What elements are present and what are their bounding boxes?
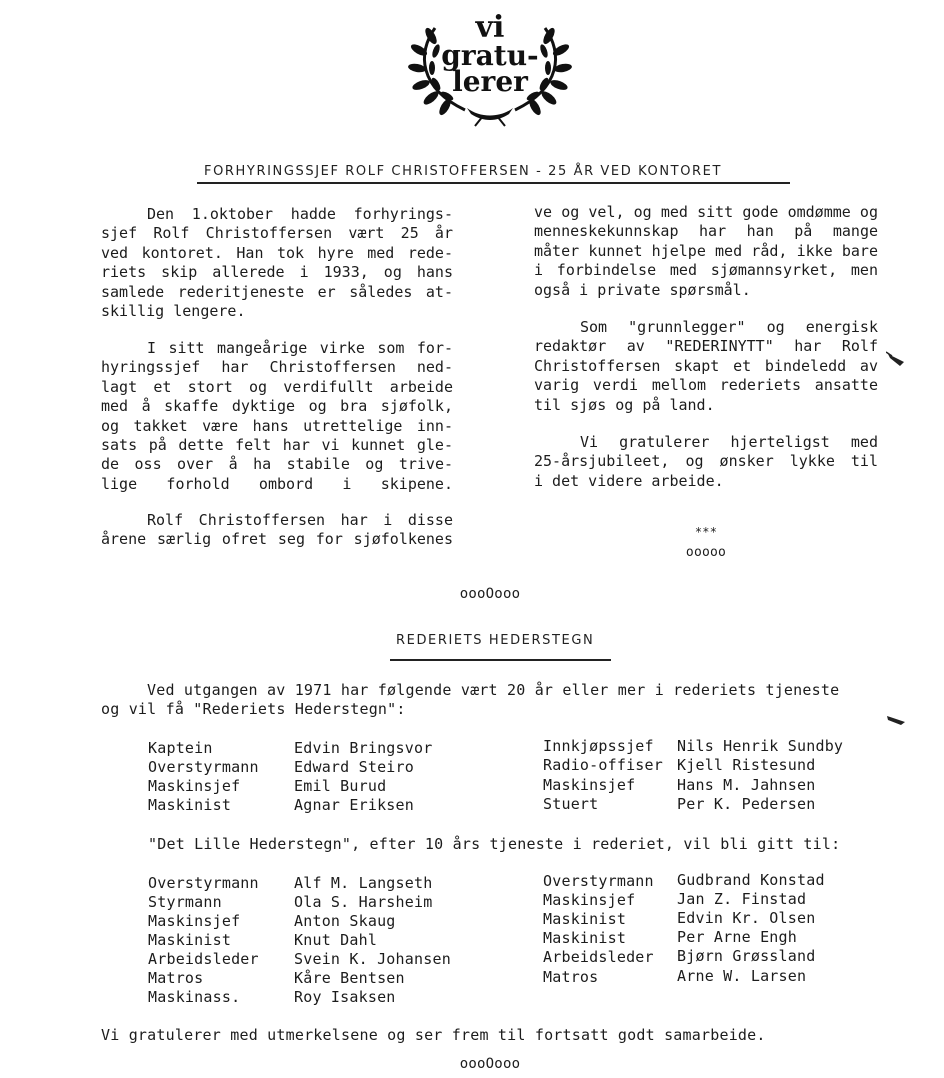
award-title: Arbeidsleder	[543, 948, 654, 966]
award-title: Radio-offiser	[543, 756, 663, 774]
award-title: Maskinsjef	[148, 777, 241, 795]
article-heading: FORHYRINGSSJEF ROLF CHRISTOFFERSEN - 25 ÅR VED KONTORET	[204, 164, 723, 179]
award-title: Maskinist	[148, 931, 232, 949]
award-title: Kaptein	[148, 739, 213, 757]
end-mark: ooooo	[685, 545, 727, 560]
award-title: Maskinass.	[148, 988, 241, 1006]
award-name: Jan Z. Finstad	[677, 890, 807, 908]
award-name: Hans M. Jahnsen	[677, 776, 816, 794]
award-name: Roy Isaksen	[294, 988, 396, 1006]
award-title: Arbeidsleder	[148, 950, 259, 968]
award-title: Maskinsjef	[148, 912, 241, 930]
award-name: Ola S. Harsheim	[294, 893, 433, 911]
paragraph-left-2: I sitt mangeårige virke som for- hyringssjef har Christoffersen ned- lagt et stort og verdifullt arbeide med å skaffe dyktige og bra sjøfolk, og takket være hans utrettelige inn- sats på dette felt har vi kunnet gle- de oss over å ha stabile og trive- lige forhold ombord i skipene.	[101, 339, 453, 493]
heading-underline	[197, 182, 790, 184]
award-title: Maskinist	[543, 910, 627, 928]
award-title: Overstyrmann	[148, 758, 259, 776]
award-name: Knut Dahl	[294, 931, 378, 949]
award-name: Gudbrand Konstad	[677, 871, 825, 889]
award-name: Per Arne Engh	[677, 928, 797, 946]
closing-line: Vi gratulerer med utmerkelsene og ser frem til fortsatt godt samarbeide.	[101, 1026, 766, 1044]
award-title: Stuert	[543, 795, 599, 813]
logo-word-vi: vi	[475, 10, 505, 45]
award-name: Arne W. Larsen	[677, 967, 807, 985]
scan-mark-icon	[886, 350, 908, 368]
award-name: Svein K. Johansen	[294, 950, 451, 968]
award-name: Kjell Ristesund	[677, 756, 816, 774]
section-separator: oooOooo	[459, 1056, 521, 1072]
award-name: Agnar Eriksen	[294, 796, 414, 814]
award-title: Matros	[148, 969, 204, 987]
award-name: Alf M. Langseth	[294, 874, 433, 892]
little-hederstegn-line: "Det Lille Hederstegn", efter 10 års tjeneste i rederiet, vil bli gitt til:	[148, 835, 841, 853]
logo-word-lerer: lerer	[452, 65, 528, 98]
intro-line-1: Ved utgangen av 1971 har følgende vært 20 år eller mer i rederiets tjeneste	[147, 681, 840, 699]
section-heading-hederstegn: REDERIETS HEDERSTEGN	[396, 633, 595, 648]
paragraph-left-3: Rolf Christoffersen har i disse årene særlig ofret seg for sjøfolkenes	[101, 511, 453, 549]
award-name: Anton Skaug	[294, 912, 396, 930]
award-name: Nils Henrik Sundby	[677, 737, 844, 755]
heading-underline	[390, 659, 611, 661]
award-name: Kåre Bentsen	[294, 969, 405, 987]
paragraph-left-1: Den 1.oktober hadde forhyrings- sjef Rolf Christoffersen vært 25 år ved kontoret. Han tok hyre med rede- riets skip allerede i 1933, og hans samlede rederitjeneste er således at- skillig lengere.	[101, 205, 453, 321]
award-name: Edvin Kr. Olsen	[677, 909, 816, 927]
paragraph-right-2: Som "grunnlegger" og energisk redaktør av "REDERINYTT" har Rolf Christoffersen skapt et bindeledd av varig verdi mellom rederiets ansatte til sjøs og på land.	[534, 318, 878, 414]
award-title: Styrmann	[148, 893, 222, 911]
award-title: Overstyrmann	[543, 872, 654, 890]
award-name: Emil Burud	[294, 777, 387, 795]
award-name: Edvin Bringsvor	[294, 739, 433, 757]
award-title: Overstyrmann	[148, 874, 259, 892]
intro-line-2: og vil få "Rederiets Hederstegn":	[101, 700, 406, 718]
award-title: Matros	[543, 968, 599, 986]
paragraph-right-3: Vi gratulerer hjerteligst med 25-årsjubileet, og ønsker lykke til i det videre arbeide.	[534, 433, 878, 490]
award-title: Maskinsjef	[543, 891, 636, 909]
section-separator: oooOooo	[459, 586, 521, 602]
award-title: Maskinsjef	[543, 776, 636, 794]
congratulations-logo	[405, 8, 575, 128]
award-name: Bjørn Grøssland	[677, 947, 816, 965]
award-title: Maskinist	[148, 796, 232, 814]
award-title: Maskinist	[543, 929, 627, 947]
award-name: Per K. Pedersen	[677, 795, 816, 813]
scan-mark-icon	[885, 710, 907, 726]
award-title: Innkjøpssjef	[543, 737, 654, 755]
paragraph-right-1: ve og vel, og med sitt gode omdømme og menneskekunnskap har han på mange måter kunnet hjelpe med råd, ikke bare i forbindelse med sjømannsyrket, men også i private spørsmål.	[534, 203, 878, 299]
logo-word-gratu: gratu-	[441, 39, 539, 72]
award-name: Edward Steiro	[294, 758, 414, 776]
asterisk-mark: ***	[694, 525, 718, 539]
